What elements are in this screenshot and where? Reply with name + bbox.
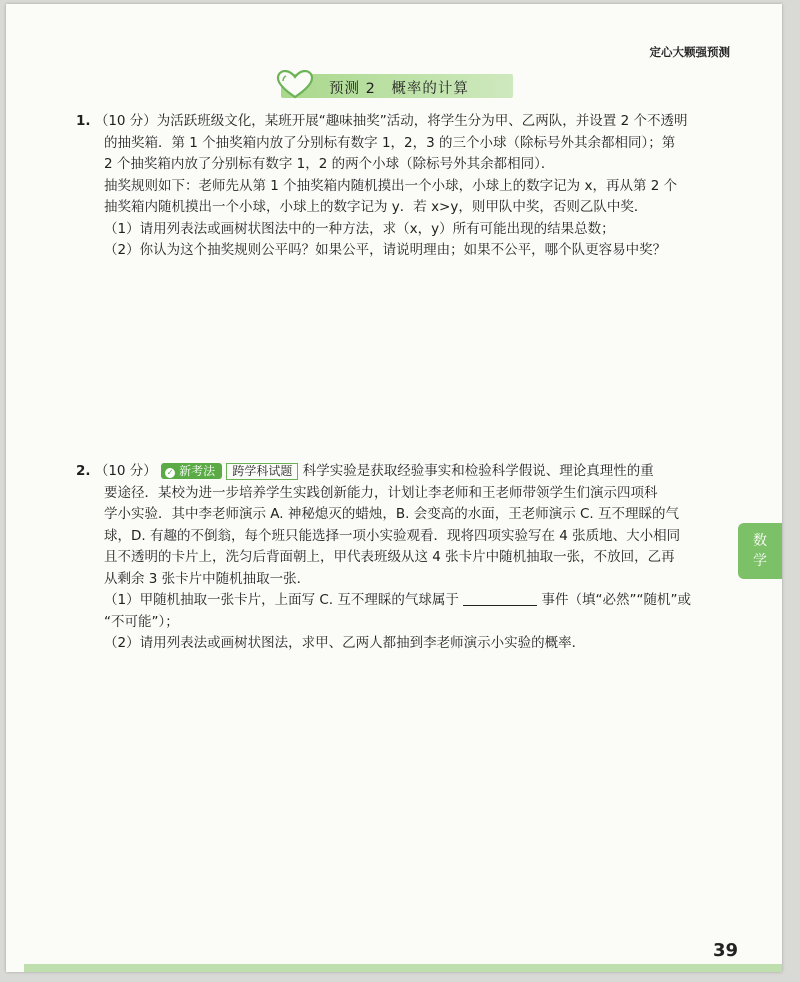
problem-2-line: 要途径．某校为进一步培养学生实践创新能力，计划让李老师和王老师带领学生们演示四项科 [104,484,658,501]
question-2-1 [76,590,736,612]
section-banner [281,74,513,98]
problem-number: 2. [76,463,91,479]
page-number: 39 [712,940,738,961]
problem-2-line: 学小实验．其中李老师演示 A. 神秘熄灭的蜡烛，B. 会变高的水面，王老师演示 C. 互不理睬的气 [104,506,680,522]
problem-text: （10 分）为活跃班级文化，某班开展“趣味抽奖”活动，将学生分为甲、乙两队，并设置 2 个不透明 [94,113,688,129]
question-2-1-text: （1）甲随机抽取一张卡片，上面写 C. 互不理睬的气球属于 [104,592,459,608]
problem-1 [76,111,736,262]
problem-1-line: 抽奖箱内随机摸出一个小球，小球上的数字记为 y．若 x>y，则甲队中奖，否则乙队中奖． [104,199,648,215]
answer-blank[interactable] [463,591,537,606]
question-1-1: （1）请用列表法或画树状图法中的一种方法，求（x，y）所有可能出现的结果总数； [104,220,615,237]
problem-2-line: 从剩余 3 张卡片中随机抽取一张． [104,570,311,587]
problem-1-line: 2 个抽奖箱内放了分别标有数字 1，2 的两个小球（除标号外其余都相同）． [104,156,555,172]
new-method-label: 新考法 [179,464,216,478]
question-2-1-continued: “不可能”）； [104,613,179,630]
problem-1-line [76,111,736,133]
problem-2-line: 球，D. 有趣的不倒翁，每个班只能选择一项小实验观看．现将四项实验写在 4 张质地、大小相同 [104,527,681,544]
subject-side-tab [738,523,782,579]
problem-text: 科学实验是获取经验事实和检验科学假说、理论真理性的重 [302,463,654,479]
problem-2-line: 且不透明的卡片上，洗匀后背面朝上，甲代表班级从这 4 张卡片中随机抽取一张，不放回，乙再 [104,549,675,565]
problem-1-line: 的抽奖箱．第 1 个抽奖箱内放了分别标有数字 1，2，3 的三个小球（除标号外其余都相同）；第 [104,134,676,151]
new-method-tag [161,463,222,479]
side-tab-char: 数 [753,533,767,549]
section-title: 预测 2 概率的计算 [329,81,469,97]
question-2-2: （2）请用列表法或画树状图法，求甲、乙两人都抽到李老师演示小实验的概率． [104,635,586,651]
problem-number: 1. [76,113,91,129]
cross-subject-tag: 跨学科试题 [226,463,298,480]
problem-1-line: 抽奖规则如下：老师先从第 1 个抽奖箱内随机摸出一个小球，小球上的数字记为 x，再从第 2 个 [104,177,678,194]
problem-2 [76,461,736,655]
badge-icon: ✓ [166,468,174,477]
problem-2-line [76,461,736,483]
question-1-2: （2）你认为这个抽奖规则公平吗？如果公平，请说明理由；如果不公平，哪个队更容易中奖？ [104,242,667,258]
problem-score: （10 分） [94,463,157,479]
worksheet-page [6,4,782,972]
side-tab-char: 学 [753,553,767,569]
heart-icon [275,70,315,100]
bottom-decorative-bar [24,964,782,972]
question-2-1-text: 事件（填“必然”“随机”或 [541,592,691,608]
running-head: 定心大颗强预测 [649,45,730,59]
